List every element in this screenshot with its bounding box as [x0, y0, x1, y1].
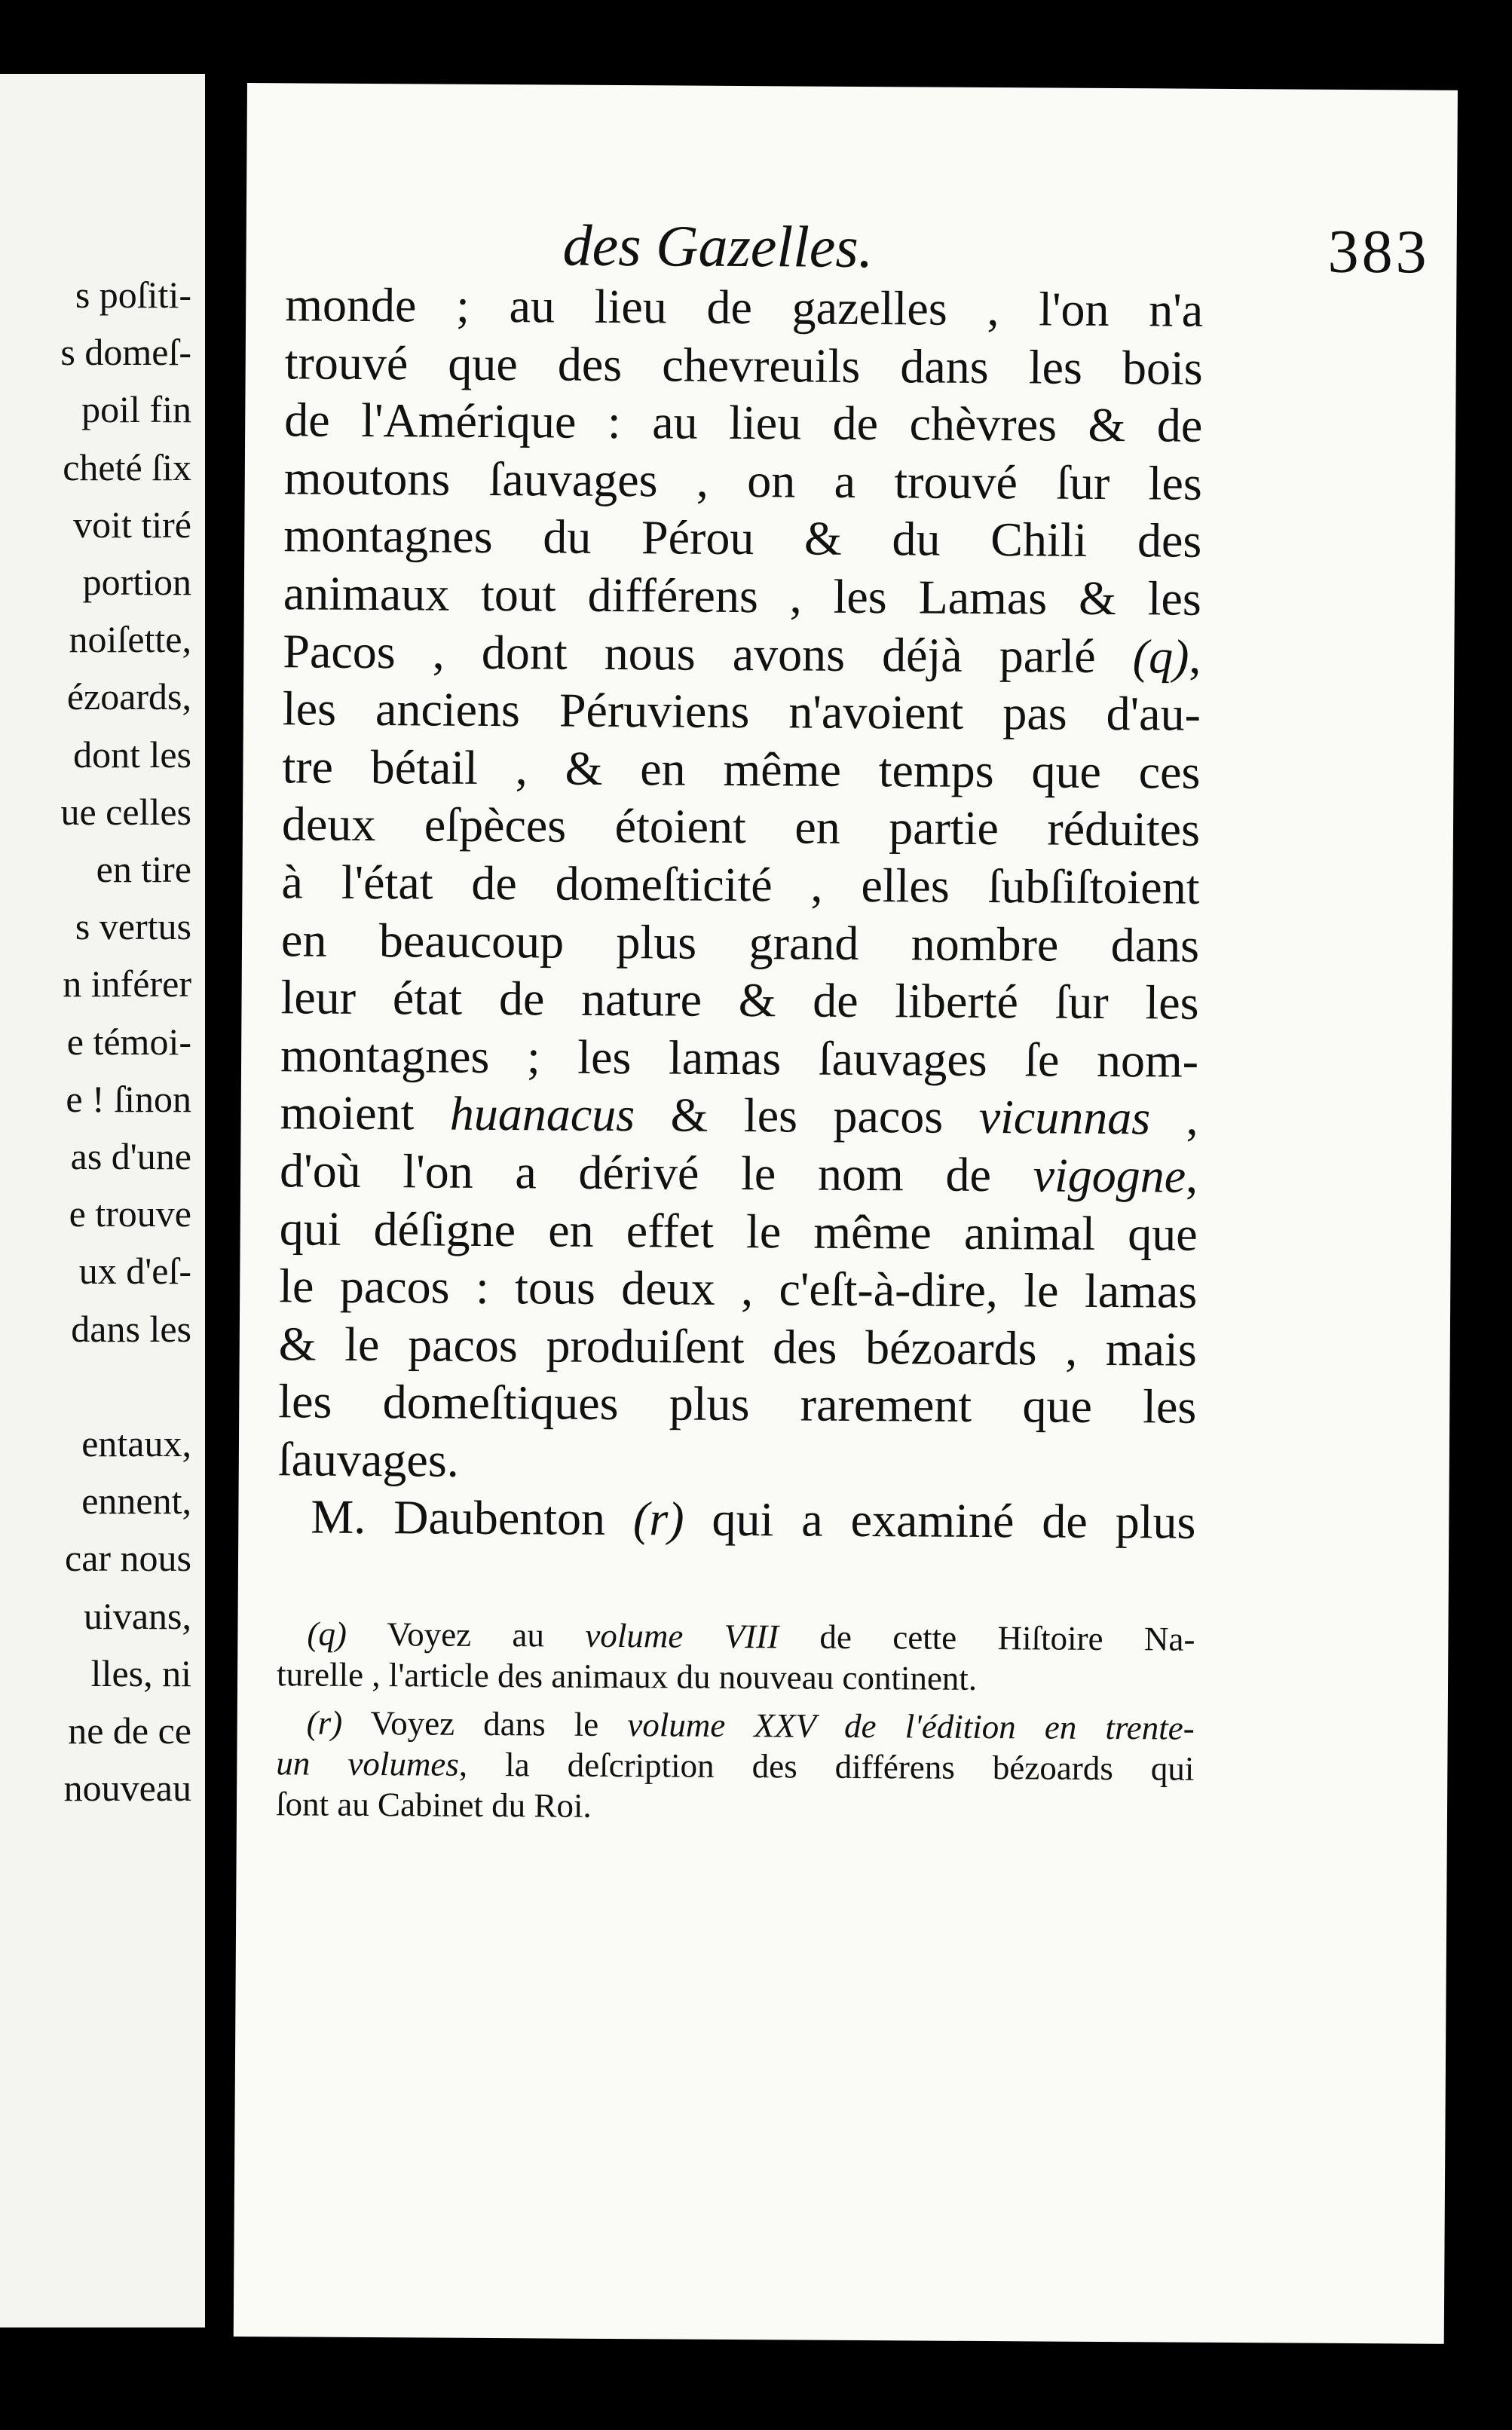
facing-page-line: e ! ſinon	[66, 1077, 191, 1120]
text-run: Voyez au	[387, 1615, 545, 1654]
facing-page-line: s domeſ-	[60, 331, 191, 374]
text-run: Voyez dans le	[370, 1704, 599, 1743]
text-line: les anciens Péruviens n'avoient pas d'au-	[282, 681, 1201, 741]
facing-page-line: cheté ſix	[63, 445, 191, 488]
italic-term: huanacus	[449, 1086, 635, 1142]
facing-page-fragment	[0, 74, 205, 2327]
running-head: des Gazelles.	[562, 212, 874, 280]
text-line: montagnes ; les lamas ſauvages ſe nom-	[280, 1028, 1199, 1088]
text-run: ,	[1186, 1091, 1198, 1146]
text-run: moient	[280, 1085, 415, 1140]
facing-page-line: ne de ce	[68, 1709, 191, 1752]
text-line: en beaucoup plus grand nombre dans	[280, 912, 1200, 972]
text-line: animaux tout différens , les Lamas & les	[283, 566, 1202, 626]
text-line: montagnes du Pérou & du Chili des	[283, 508, 1202, 568]
text-run: Pacos , dont nous avons déjà parlé	[283, 623, 1096, 683]
facing-page-line: e trouve	[69, 1192, 191, 1235]
text-line: les domeſtiques plus rarement que les	[278, 1374, 1197, 1434]
facing-page-line: s vertus	[75, 905, 191, 948]
facing-page-line: dont les	[73, 733, 191, 776]
italic-term: volume XXV de l'édition en trente-	[627, 1706, 1195, 1747]
facing-page-line: poil fin	[81, 388, 191, 431]
facing-page-line: uivans,	[83, 1594, 191, 1637]
text-line: moutons ſauvages , on a trouvé ſur les	[283, 451, 1202, 510]
text-run: d'où l'on a dérivé le nom de	[279, 1143, 992, 1201]
text-run: de cette Hiſtoire Na-	[819, 1617, 1195, 1658]
footnote-reference-r: (r)	[632, 1492, 684, 1547]
footnote-r	[277, 1702, 1195, 1748]
text-line: ſauvages.	[277, 1432, 459, 1487]
facing-page-line: ennent,	[81, 1480, 191, 1523]
italic-term: un volumes	[276, 1744, 460, 1783]
facing-page-line: portion	[82, 561, 191, 603]
footnote-line: ſont au Cabinet du Roi.	[275, 1785, 592, 1825]
facing-page-line: e témoi-	[66, 1020, 191, 1063]
footnote-reference-q: (q)	[1132, 629, 1189, 684]
facing-page-line: nouveau	[63, 1767, 191, 1810]
text-line: trouvé que des chevreuils dans les bois	[284, 335, 1203, 395]
book-page	[234, 83, 1458, 2344]
body-text	[277, 276, 1203, 1551]
facing-page-line: n inférer	[63, 963, 191, 1005]
italic-term: vicunnas	[978, 1090, 1151, 1145]
text-line	[277, 1489, 1195, 1552]
facing-page-line: ue celles	[60, 790, 191, 833]
text-line	[283, 623, 1201, 686]
facing-page-line: dans les	[71, 1307, 191, 1350]
footnote-line	[276, 1743, 1194, 1789]
footnote-marker: (q)	[307, 1614, 347, 1653]
facing-page-line: as d'une	[70, 1135, 191, 1177]
text-run: ,	[1189, 629, 1201, 684]
facing-page-line: en tire	[96, 848, 191, 890]
text-line: à l'état de domeſticité , elles ſubſiſtoient	[281, 855, 1200, 914]
text-run: , la deſcription des différens bézoards qui	[458, 1745, 1195, 1788]
facing-page-line: entaux,	[81, 1422, 191, 1464]
text-line: qui déſigne en effet le même animal que	[279, 1201, 1198, 1261]
text-run: ,	[1185, 1149, 1198, 1203]
facing-page-line: voit tiré	[73, 503, 191, 546]
footnote-marker: (r)	[306, 1703, 343, 1742]
text-run: M. Daubenton	[311, 1490, 606, 1546]
facing-page-line: noiſette,	[69, 618, 191, 661]
text-line: leur état de nature & de liberté ſur les	[280, 970, 1199, 1030]
text-line: monde ; au lieu de gazelles , l'on n'a	[284, 277, 1204, 337]
italic-term: volume VIII	[585, 1616, 779, 1656]
text-run: qui a examiné de plus	[712, 1492, 1196, 1550]
text-line: & le pacos produiſent des bézoards , mais	[278, 1316, 1197, 1376]
text-line: le pacos : tous deux , c'eſt-à-dire, le lamas	[279, 1259, 1198, 1318]
footnote-line: turelle , l'article des animaux du nouveau continent.	[276, 1655, 978, 1697]
facing-page-line: ux d'eſ-	[78, 1250, 191, 1293]
text-line: deux eſpèces étoient en partie réduites	[281, 797, 1201, 857]
text-line: de l'Amérique : au lieu de chèvres & de	[284, 393, 1203, 452]
page-header	[562, 212, 1430, 285]
facing-page-line: lles, ni	[90, 1651, 191, 1694]
facing-page-line: s poſiti-	[75, 274, 191, 316]
italic-term: vigogne	[1033, 1148, 1186, 1203]
page-number: 383	[1327, 216, 1430, 286]
text-run: & les pacos	[670, 1088, 944, 1143]
facing-page-line: ézoards,	[66, 675, 191, 718]
facing-page-line: car nous	[65, 1537, 191, 1580]
text-line: tre bétail , & en même temps que ces	[282, 739, 1201, 799]
text-line	[280, 1142, 1198, 1205]
text-line	[280, 1085, 1198, 1148]
footnote-q	[277, 1613, 1195, 1659]
footnotes	[276, 1613, 1195, 1829]
